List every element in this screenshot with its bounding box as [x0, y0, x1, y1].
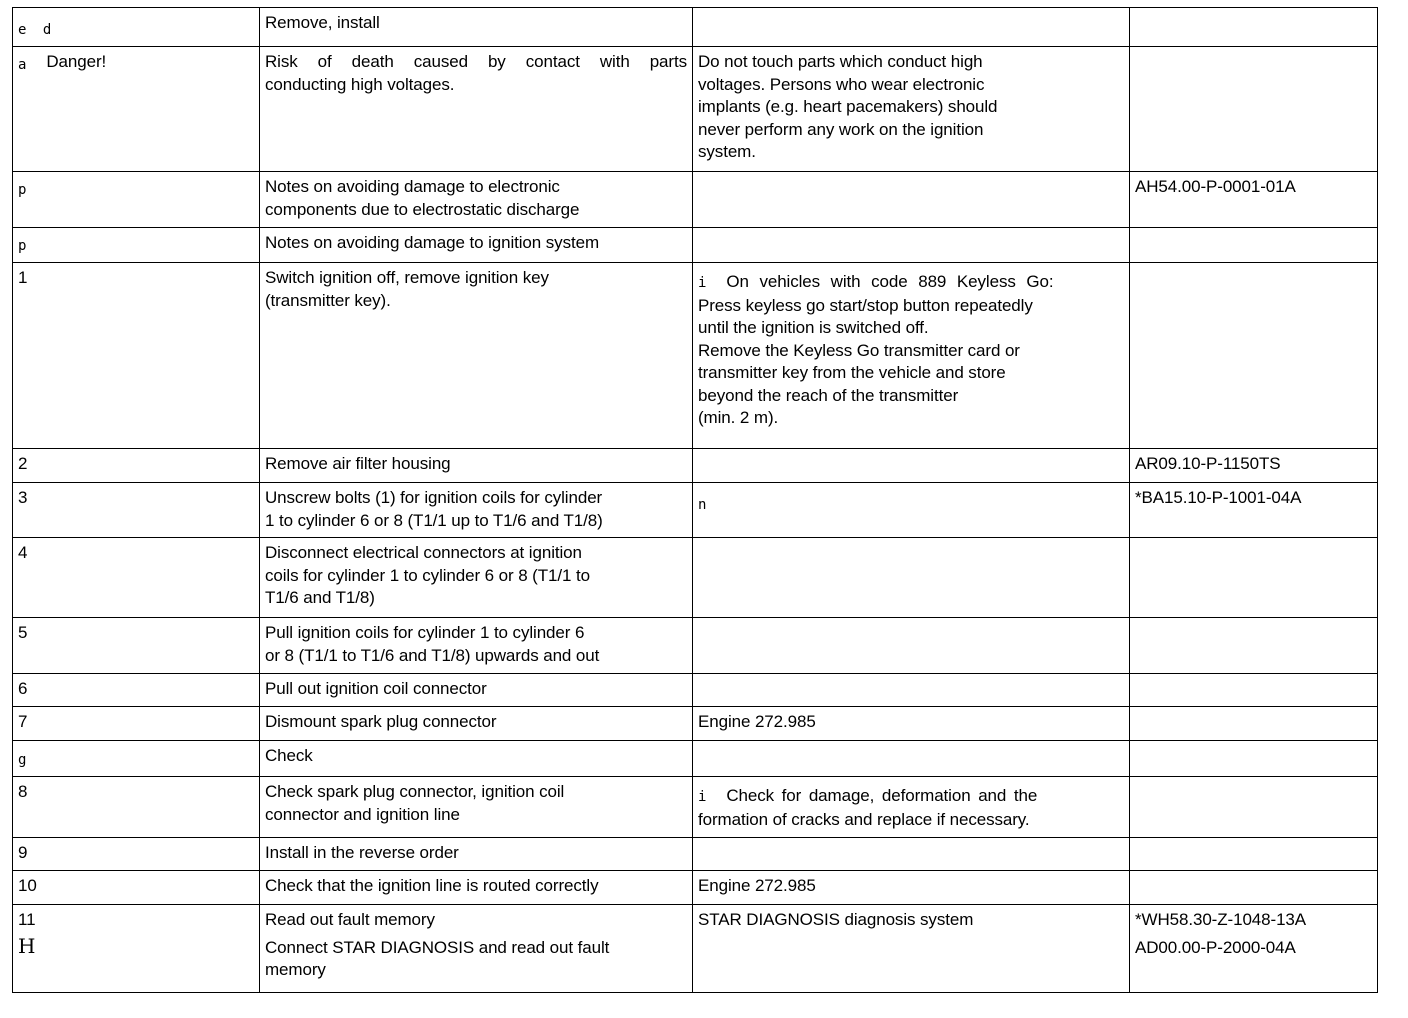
reference-link[interactable]: AH54.00-P-0001-01A: [1135, 177, 1296, 196]
remove-install-symbol-icon: e d: [18, 22, 56, 38]
step-cell: [13, 449, 260, 483]
description-cell: Read out fault memory Connect STAR DIAGNOSIS and read out fault memory: [260, 905, 693, 993]
table-row: [13, 741, 1378, 777]
table-row: [13, 228, 1378, 263]
description-cell: Notes on avoiding damage to ignition system: [260, 228, 693, 263]
notes-cell: [693, 674, 1130, 707]
table-row: [13, 449, 1378, 483]
step-number: 6: [18, 679, 28, 698]
step-cell: [13, 905, 260, 993]
table-row: [13, 8, 1378, 47]
table-row: [13, 777, 1378, 838]
step-cell: [13, 871, 260, 905]
reference-cell: [1130, 618, 1378, 674]
description-cell: Switch ignition off, remove ignition key (transmitter key).: [260, 263, 693, 449]
info-symbol-icon: i: [698, 275, 707, 291]
step-cell: [13, 538, 260, 618]
table-row: [13, 538, 1378, 618]
step-cell: [13, 707, 260, 741]
reference-link[interactable]: *WH58.30-Z-1048-13A: [1135, 910, 1307, 929]
description-cell: Unscrew bolts (1) for ignition coils for cylinder 1 to cylinder 6 or 8 (T1/1 up to T1/6 and T1/8): [260, 483, 693, 538]
step-cell: [13, 838, 260, 871]
step-number: 11: [18, 910, 36, 929]
reference-link[interactable]: *BA15.10-P-1001-04A: [1135, 488, 1302, 507]
notes-cell: [693, 8, 1130, 47]
diagnosis-symbol-icon: H: [18, 933, 36, 958]
description-cell: Install in the reverse order: [260, 838, 693, 871]
notes-cell: [693, 838, 1130, 871]
reference-cell: [1130, 871, 1378, 905]
step-number: 8: [18, 782, 28, 801]
reference-link[interactable]: AD00.00-P-2000-04A: [1135, 937, 1296, 957]
description-cell: Dismount spark plug connector: [260, 707, 693, 741]
reference-cell: [1130, 707, 1378, 741]
notes-cell: i On vehicles with code 889 Keyless Go: Press keyless go start/stop button repeatedly until the ignition is switched off. Remove the Keyless Go transmitter card or transmitter key from the vehicle and store beyond the reach of the transmitter (min. 2 m).: [693, 263, 1130, 449]
step-cell: [13, 8, 260, 47]
step-number: 2: [18, 454, 28, 473]
notes-cell: Do not touch parts which conduct high voltages. Persons who wear electronic implants (e.g. heart pacemakers) should never perform any work on the ignition system.: [693, 47, 1130, 172]
notes-cell: [693, 449, 1130, 483]
reference-cell: [1130, 905, 1378, 993]
step-cell: [13, 777, 260, 838]
description-cell: Remove air filter housing: [260, 449, 693, 483]
reference-cell: [1130, 263, 1378, 449]
procedure-table: [12, 7, 1378, 993]
notes-cell: [693, 483, 1130, 538]
reference-cell: [1130, 538, 1378, 618]
check-symbol-icon: g: [18, 752, 27, 768]
step-number: 5: [18, 623, 28, 642]
notes-cell: STAR DIAGNOSIS diagnosis system: [693, 905, 1130, 993]
description-cell: Pull ignition coils for cylinder 1 to cylinder 6 or 8 (T1/1 to T1/6 and T1/8) upwards and out: [260, 618, 693, 674]
step-cell: [13, 483, 260, 538]
step-cell: [13, 674, 260, 707]
notes-cell: [693, 741, 1130, 777]
reference-cell: [1130, 228, 1378, 263]
notes-cell: i Check for damage, deformation and the formation of cracks and replace if necessary.: [693, 777, 1130, 838]
step-number: 7: [18, 712, 28, 731]
step-cell: [13, 47, 260, 172]
reference-cell: [1130, 777, 1378, 838]
table-row: [13, 47, 1378, 172]
description-cell: Check spark plug connector, ignition coil connector and ignition line: [260, 777, 693, 838]
description-cell: Remove, install: [260, 8, 693, 47]
description-cell: Check that the ignition line is routed correctly: [260, 871, 693, 905]
step-cell: [13, 741, 260, 777]
note-symbol-icon: p: [18, 182, 27, 198]
danger-label: Danger!: [46, 52, 107, 71]
step-number: 9: [18, 843, 28, 862]
description-cell: Check: [260, 741, 693, 777]
torque-symbol-icon: n: [698, 497, 707, 513]
description-cell: Disconnect electrical connectors at ignition coils for cylinder 1 to cylinder 6 or 8 (T1/1 to T1/6 and T1/8): [260, 538, 693, 618]
reference-cell: [1130, 483, 1378, 538]
info-symbol-icon: i: [698, 789, 707, 805]
step-cell: [13, 618, 260, 674]
description-cell: Pull out ignition coil connector: [260, 674, 693, 707]
reference-cell: [1130, 741, 1378, 777]
step-number: 10: [18, 876, 37, 895]
description-cell: Risk of death caused by contact with parts conducting high voltages.: [260, 47, 693, 172]
notes-cell: Engine 272.985: [693, 871, 1130, 905]
table-row: [13, 674, 1378, 707]
table-row: [13, 263, 1378, 449]
step-cell: [13, 228, 260, 263]
table-row: [13, 707, 1378, 741]
note-symbol-icon: p: [18, 238, 27, 254]
step-number: 1: [18, 268, 28, 287]
reference-cell: [1130, 838, 1378, 871]
notes-cell: [693, 618, 1130, 674]
reference-cell: [1130, 674, 1378, 707]
table-row: [13, 871, 1378, 905]
notes-cell: [693, 172, 1130, 228]
table-row: [13, 618, 1378, 674]
notes-cell: [693, 228, 1130, 263]
reference-cell: [1130, 172, 1378, 228]
table-row: [13, 172, 1378, 228]
reference-cell: [1130, 8, 1378, 47]
danger-symbol-icon: a: [18, 57, 27, 73]
description-cell: Notes on avoiding damage to electronic components due to electrostatic discharge: [260, 172, 693, 228]
table-row: [13, 905, 1378, 993]
step-cell: [13, 172, 260, 228]
table-row: [13, 838, 1378, 871]
step-cell: [13, 263, 260, 449]
notes-cell: Engine 272.985: [693, 707, 1130, 741]
reference-link[interactable]: AR09.10-P-1150TS: [1135, 454, 1281, 473]
reference-cell: [1130, 47, 1378, 172]
step-number: 3: [18, 488, 28, 507]
notes-cell: [693, 538, 1130, 618]
reference-cell: [1130, 449, 1378, 483]
table-row: [13, 483, 1378, 538]
step-number: 4: [18, 543, 28, 562]
